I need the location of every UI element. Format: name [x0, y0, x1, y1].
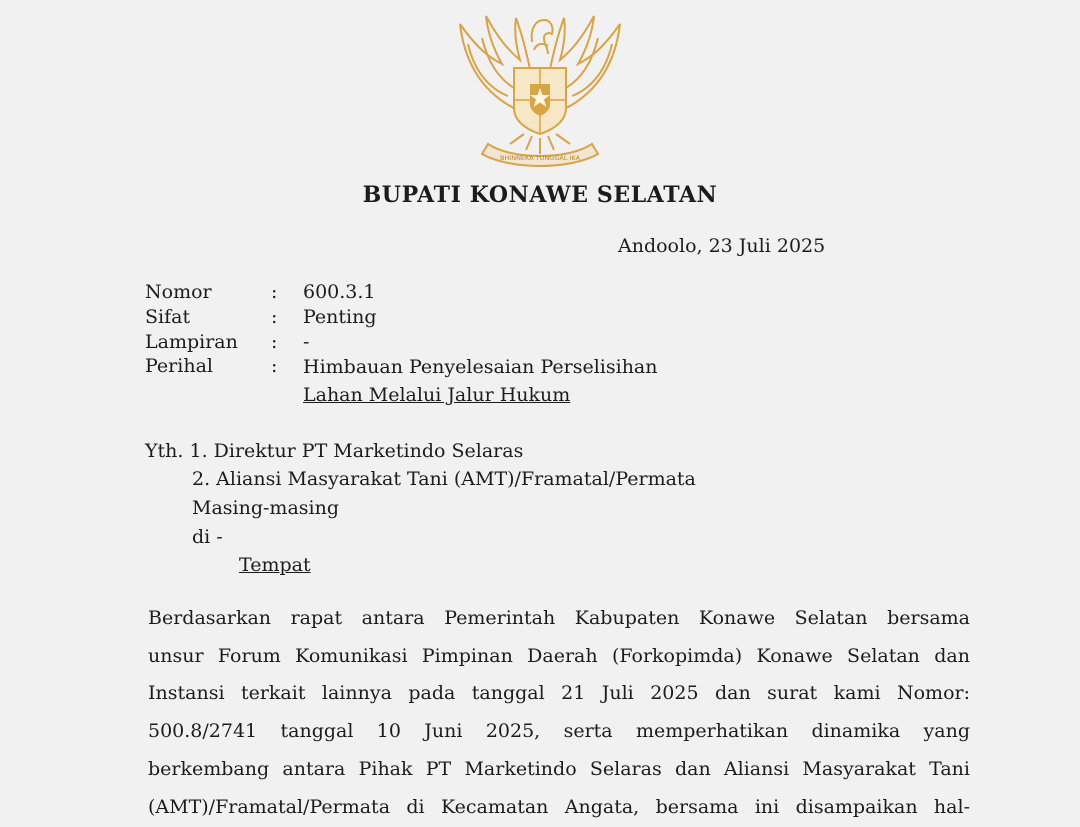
perihal-line-1: Himbauan Penyelesaian Perselisihan [303, 356, 658, 378]
body-line: berkembang antara Pihak PT Marketindo Selaras dan Aliansi Masyarakat Tani [148, 757, 970, 780]
body-line: (AMT)/Framatal/Permata di Kecamatan Angata, bersama ini disampaikan hal- [148, 795, 970, 818]
garuda-emblem-icon [452, 4, 628, 174]
meta-colon: : [271, 306, 278, 328]
letter-body [148, 600, 970, 826]
address-line-2: 2. Aliansi Masyarakat Tani (AMT)/Framatal/Permata [192, 468, 696, 490]
perihal-line-2: Lahan Melalui Jalur Hukum [303, 384, 571, 406]
meta-colon: : [271, 331, 278, 353]
emblem-motto: BHINNEKA TUNGGAL IKA [499, 154, 581, 162]
body-line: Instansi terkait lainnya pada tanggal 21 Juli 2025 dan surat kami Nomor: [148, 682, 970, 705]
meta-value: - [303, 331, 310, 353]
body-line: Berdasarkan rapat antara Pemerintah Kabupaten Konawe Selatan bersama [148, 607, 970, 629]
body-line: unsur Forum Komunikasi Pimpinan Daerah (Forkopimda) Konawe Selatan dan [148, 644, 970, 667]
meta-colon: : [271, 355, 278, 377]
meta-label: Lampiran [145, 331, 238, 353]
place-date: Andoolo, 23 Juli 2025 [618, 235, 826, 257]
address-line-4: di - [192, 526, 223, 548]
letter-heading: BUPATI KONAWE SELATAN [362, 182, 718, 208]
address-place: Tempat [239, 554, 311, 576]
meta-colon: : [271, 281, 278, 303]
meta-label: Perihal [145, 355, 213, 377]
meta-label: Sifat [145, 306, 191, 328]
meta-value: Penting [303, 306, 377, 328]
meta-label: Nomor [145, 281, 212, 303]
address-line-1: Yth. 1. Direktur PT Marketindo Selaras [145, 440, 524, 462]
address-line-3: Masing-masing [192, 497, 339, 519]
body-line: 500.8/2741 tanggal 10 Juni 2025, serta memperhatikan dinamika yang [148, 720, 970, 743]
meta-value: 600.3.1 [303, 281, 376, 303]
